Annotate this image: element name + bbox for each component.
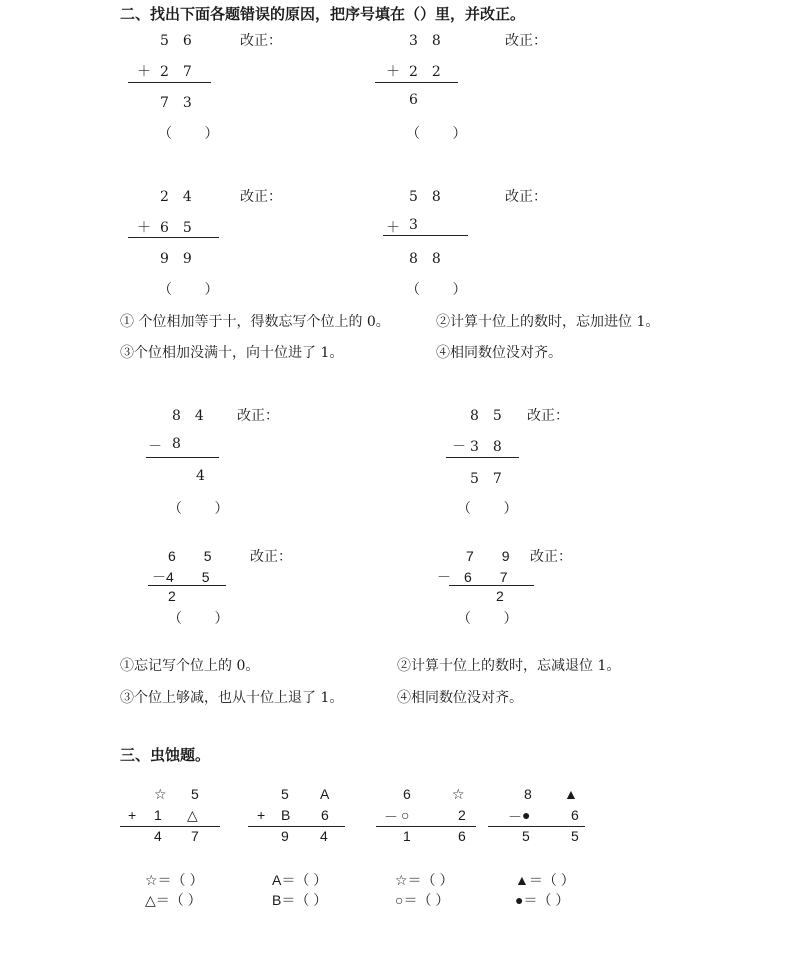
- answer-paren[interactable]: （ ）: [457, 501, 532, 517]
- result-ones: 7: [191, 828, 199, 844]
- answer-2[interactable]: △＝（ ）: [145, 892, 202, 908]
- answer-2[interactable]: ○＝（ ）: [395, 892, 450, 908]
- bottom-number: 6 7: [464, 569, 508, 585]
- correction-label: 改正：: [240, 189, 282, 205]
- sum-line: [248, 826, 345, 827]
- correction-label: 改正：: [530, 549, 572, 565]
- answer-paren[interactable]: （ ）: [158, 126, 233, 142]
- top-number: 5 6: [160, 33, 192, 49]
- addition-reason-1: ① 个位相加等于十，得数忘写个位上的 0。: [120, 314, 390, 330]
- section-2-title: 二、找出下面各题错误的原因，把序号填在（）里，并改正。: [120, 5, 526, 23]
- addition-reason-3: ③个位相加没满十，向十位进了 1。: [120, 345, 344, 361]
- correction-label: 改正：: [240, 33, 282, 49]
- operator: +: [128, 807, 137, 823]
- correction-label: 改正：: [237, 408, 279, 424]
- operator: －: [384, 809, 398, 825]
- answer-paren[interactable]: （ ）: [168, 501, 243, 517]
- result: 5 7: [470, 471, 502, 487]
- difference-line: [146, 457, 219, 458]
- answer-paren[interactable]: （ ）: [457, 611, 532, 627]
- bottom-number: 3: [409, 217, 418, 233]
- result-tens: 5: [522, 828, 530, 844]
- correction-label: 改正：: [505, 33, 547, 49]
- top-tens: 6: [403, 786, 411, 802]
- bottom-number: 3 8: [470, 439, 502, 455]
- answer-paren[interactable]: （ ）: [168, 611, 243, 627]
- difference-line: [446, 457, 519, 458]
- top-number: 7 9: [466, 548, 510, 564]
- top-number: 8 5: [470, 408, 502, 424]
- difference-line: [449, 585, 534, 586]
- top-number: 3 8: [409, 33, 441, 49]
- operator: ＋: [386, 220, 400, 236]
- bottom-tens: ●: [522, 807, 531, 823]
- correction-label: 改正：: [250, 549, 292, 565]
- operator: －: [437, 569, 451, 585]
- sum-line: [375, 82, 458, 83]
- subtraction-reason-2: ②计算十位上的数时，忘减退位 1。: [397, 658, 621, 674]
- bottom-ones: 6: [571, 807, 579, 823]
- bottom-number: 6 5: [160, 220, 192, 236]
- subtraction-reason-1: ①忘记写个位上的 0。: [120, 658, 260, 674]
- result: 7 3: [160, 95, 192, 111]
- top-number: 8 4: [172, 408, 204, 424]
- answer-paren[interactable]: （ ）: [406, 126, 481, 142]
- top-number: 5 8: [409, 189, 441, 205]
- bottom-number: 2 7: [160, 64, 192, 80]
- sum-line: [120, 826, 220, 827]
- sum-line: [383, 235, 468, 236]
- bottom-ones: 6: [321, 807, 329, 823]
- subtraction-reason-3: ③个位上够减，也从十位上退了 1。: [120, 690, 344, 706]
- bottom-number: 2 2: [409, 64, 441, 80]
- result: 2: [168, 588, 176, 604]
- bottom-number: 4 5: [166, 569, 210, 585]
- answer-2[interactable]: ●＝（ ）: [515, 892, 570, 908]
- bottom-tens: ○: [401, 807, 410, 823]
- bottom-number: 8: [172, 436, 181, 452]
- result: 9 9: [160, 251, 192, 267]
- correction-label: 改正：: [527, 408, 569, 424]
- result-ones: 5: [571, 828, 579, 844]
- top-ones: ▲: [564, 786, 578, 802]
- addition-reason-2: ②计算十位上的数时，忘加进位 1。: [436, 314, 660, 330]
- top-number: 6 5: [168, 548, 212, 564]
- answer-1[interactable]: ☆＝（ ）: [145, 872, 204, 888]
- bottom-ones: △: [187, 807, 198, 823]
- sum-line: [128, 82, 211, 83]
- operator: －: [148, 439, 162, 455]
- difference-line: [148, 585, 226, 586]
- result: 8 8: [409, 251, 441, 267]
- top-tens: 5: [281, 786, 289, 802]
- top-tens: ☆: [154, 786, 167, 802]
- bottom-tens: B: [281, 807, 291, 823]
- result: 6: [409, 92, 418, 108]
- result: 2: [496, 588, 504, 604]
- difference-line: [376, 826, 476, 827]
- result: 4: [196, 468, 205, 484]
- operator: －: [152, 569, 166, 585]
- operator: －: [508, 809, 522, 825]
- answer-1[interactable]: A＝（ ）: [272, 872, 328, 888]
- answer-1[interactable]: ▲＝（ ）: [515, 872, 575, 888]
- answer-paren[interactable]: （ ）: [158, 282, 233, 298]
- result-ones: 6: [458, 828, 466, 844]
- top-number: 2 4: [160, 189, 192, 205]
- operator: ＋: [137, 64, 151, 80]
- top-tens: 8: [524, 786, 532, 802]
- operator: +: [257, 807, 266, 823]
- result-tens: 9: [281, 828, 289, 844]
- subtraction-reason-4: ④相同数位没对齐。: [397, 690, 523, 706]
- operator: ＋: [137, 220, 151, 236]
- top-ones: ☆: [452, 786, 465, 802]
- answer-2[interactable]: B＝（ ）: [272, 892, 328, 908]
- addition-reason-4: ④相同数位没对齐。: [436, 345, 562, 361]
- answer-1[interactable]: ☆＝（ ）: [395, 872, 454, 888]
- top-ones: A: [320, 786, 330, 802]
- bottom-tens: 1: [154, 807, 162, 823]
- section-3-title: 三、虫蚀题。: [120, 746, 211, 764]
- operator: ＋: [386, 64, 400, 80]
- answer-paren[interactable]: （ ）: [406, 282, 481, 298]
- result-tens: 1: [403, 828, 411, 844]
- result-tens: 4: [154, 828, 162, 844]
- top-ones: 5: [191, 786, 199, 802]
- difference-line: [488, 826, 585, 827]
- correction-label: 改正：: [505, 189, 547, 205]
- sum-line: [128, 237, 219, 238]
- result-ones: 4: [320, 828, 328, 844]
- operator: －: [452, 439, 466, 455]
- bottom-ones: 2: [458, 807, 466, 823]
